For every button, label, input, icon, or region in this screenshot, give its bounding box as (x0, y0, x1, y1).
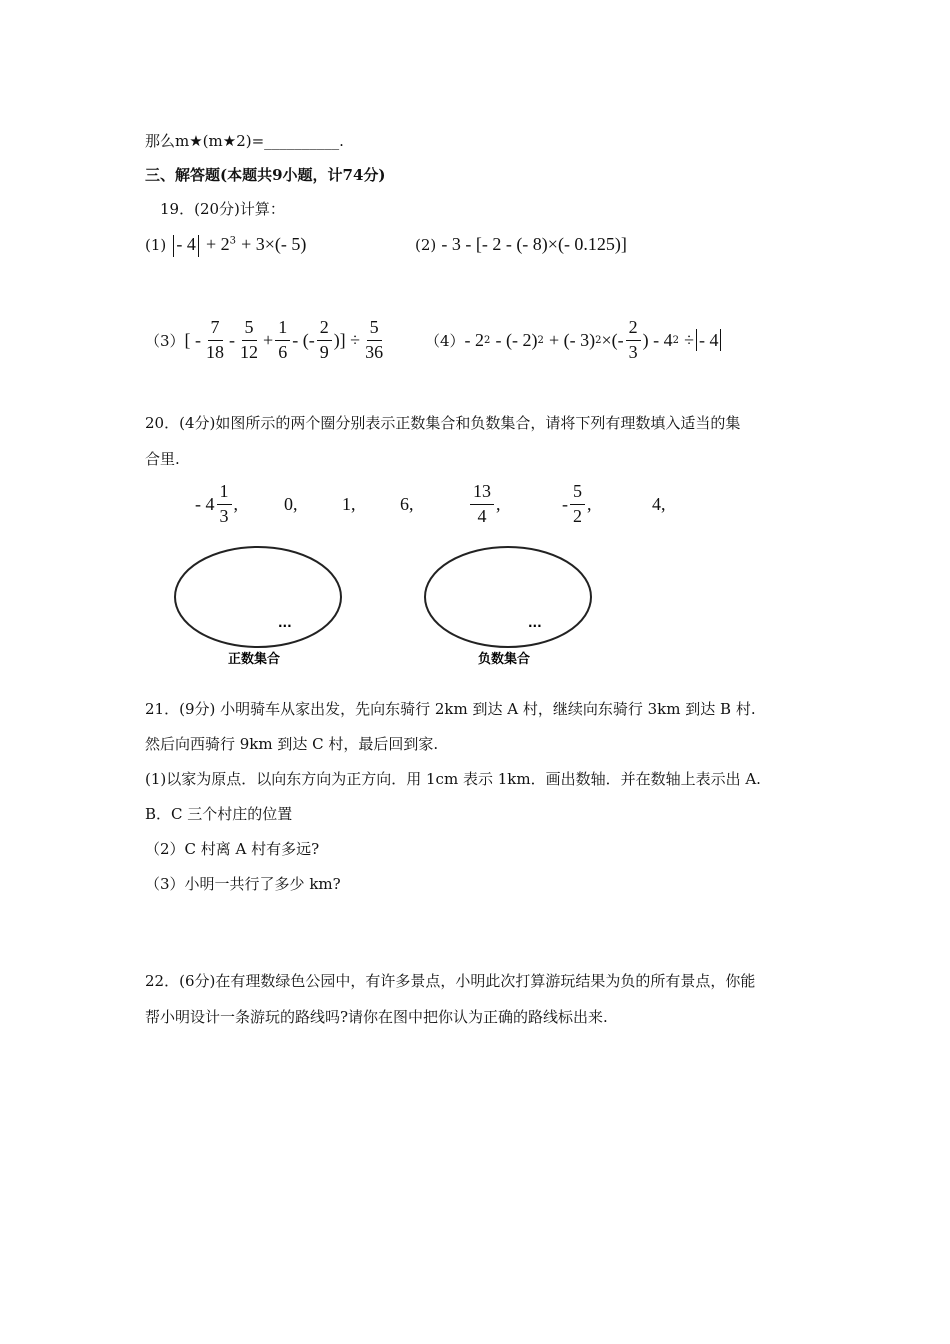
q19-p2-label: (2) (415, 236, 437, 254)
q20-line2: 合里. (145, 450, 180, 468)
q20-num1-whole: - 4 (195, 493, 215, 514)
q19-p4-b-exp: 2 (537, 334, 544, 346)
q22-line1: 22．(6分)在有理数绿色公园中，有许多景点，小明此次打算游玩结果为负的所有景点，你能 (145, 972, 756, 990)
q19-p4-d: ×(- (601, 329, 624, 350)
q19-p4-a-exp: 2 (484, 334, 491, 346)
q19-p4-label: （4） (425, 331, 465, 350)
q20-num6 (562, 482, 592, 527)
q19-part3 (145, 318, 388, 363)
q19-p4-c: + (- 3) (548, 329, 596, 350)
q20-num6-comma: , (587, 493, 592, 514)
q20-line1: 20．(4分)如图所示的两个圈分别表示正数集合和负数集合，请将下列有理数填入适当的集 (145, 414, 741, 432)
q20-num5-frac: $\frac{13}{4}$ (470, 482, 494, 527)
q20-num1-frac: $\frac{1}{3}$ (217, 482, 232, 527)
section3-heading: 三、解答题(本题共9小题，计74分) (145, 166, 386, 184)
negative-set-ellipse (425, 547, 591, 647)
q19-p1-rest: + 3×(- 5) (241, 234, 307, 254)
positive-set-ellipse (175, 547, 341, 647)
q19-p1-pow: + 2 (205, 234, 230, 254)
positive-set-dots: ... (278, 616, 292, 630)
q19-title: 19．(20分)计算： (160, 200, 285, 218)
q19-p4-c-exp: 2 (595, 334, 602, 346)
q21-line6: （3）小明一共行了多少 km? (145, 875, 341, 893)
q21-line5: （2）C 村离 A 村有多远? (145, 840, 320, 858)
q19-p4-frac: $\frac{2}{3}$ (626, 318, 641, 363)
q18-tail: 那么m★(m★2)=__________. (145, 132, 344, 150)
positive-set-label: 正数集合 (228, 652, 281, 667)
q20-num2: 0, (284, 494, 298, 514)
q19-p4-f: ÷ (684, 329, 694, 350)
q20-num3: 1, (342, 494, 356, 514)
q19-p4-e-exp: 2 (672, 334, 679, 346)
q22-line2: 帮小明设计一条游玩的路线吗?请你在图中把你认为正确的路线标出来. (145, 1008, 608, 1026)
q19-p4-b: - (- 2) (495, 329, 538, 350)
q19-p3-open: [ - (184, 329, 202, 350)
q19-part4 (425, 318, 723, 363)
q19-p3-frac2: $\frac{5}{12}$ (240, 317, 259, 362)
sets-diagram (170, 545, 610, 675)
q20-num6-sign: - (562, 493, 568, 514)
q20-num1-comma: , (233, 493, 238, 514)
q19-p4-g: - 4 (698, 329, 719, 350)
q19-p3-frac3: $\frac{1}{6}$ (275, 318, 290, 363)
q20-num7: 4, (652, 494, 666, 514)
q21-line1: 21．(9分) 小明骑车从家出发，先向东骑行 2km 到达 A 村，继续向东骑行 3km 到达 B 村. (145, 700, 756, 718)
q19-p3-frac4: $\frac{2}{9}$ (317, 318, 332, 363)
q19-p4-a: - 2 (464, 329, 485, 350)
q21-line4: B．C 三个村庄的位置 (145, 805, 293, 823)
q21-line2: 然后向西骑行 9km 到达 C 村，最后回到家. (145, 735, 439, 753)
q19-p3-frac1: $\frac{7}{18}$ (206, 317, 225, 362)
q19-p1-exp: 3 (229, 235, 236, 247)
q19-p1-label: (1) (145, 236, 167, 254)
q19-p3-op2: + (263, 329, 274, 350)
q20-num5-comma: , (496, 493, 501, 514)
q20-num5 (468, 482, 501, 527)
q20-num1 (195, 482, 238, 527)
q19-p2-expr: - 3 - [- 2 - (- 8)×(- 0.125)] (441, 234, 627, 254)
q21-line3: (1)以家为原点．以向东方向为正方向．用 1cm 表示 1km．画出数轴．并在数轴上表示出 A. (145, 770, 761, 788)
q19-p1-abs: - 4 (176, 234, 196, 254)
q20-num6-frac: $\frac{5}{2}$ (570, 482, 585, 527)
q19-p3-close: )] ÷ (333, 329, 361, 350)
q19-p3-op3: - (- (292, 329, 315, 350)
negative-set-label: 负数集合 (478, 652, 531, 667)
negative-set-dots: ... (528, 616, 542, 630)
q20-num4: 6, (400, 494, 414, 514)
q19-part2 (415, 234, 627, 255)
q19-p4-e: ) - 4 (642, 329, 673, 350)
q19-p3-frac5: $\frac{5}{36}$ (365, 317, 384, 362)
q19-p3-label: （3） (145, 331, 185, 350)
q19-p3-op1: - (229, 329, 236, 350)
q19-part1 (145, 234, 306, 257)
